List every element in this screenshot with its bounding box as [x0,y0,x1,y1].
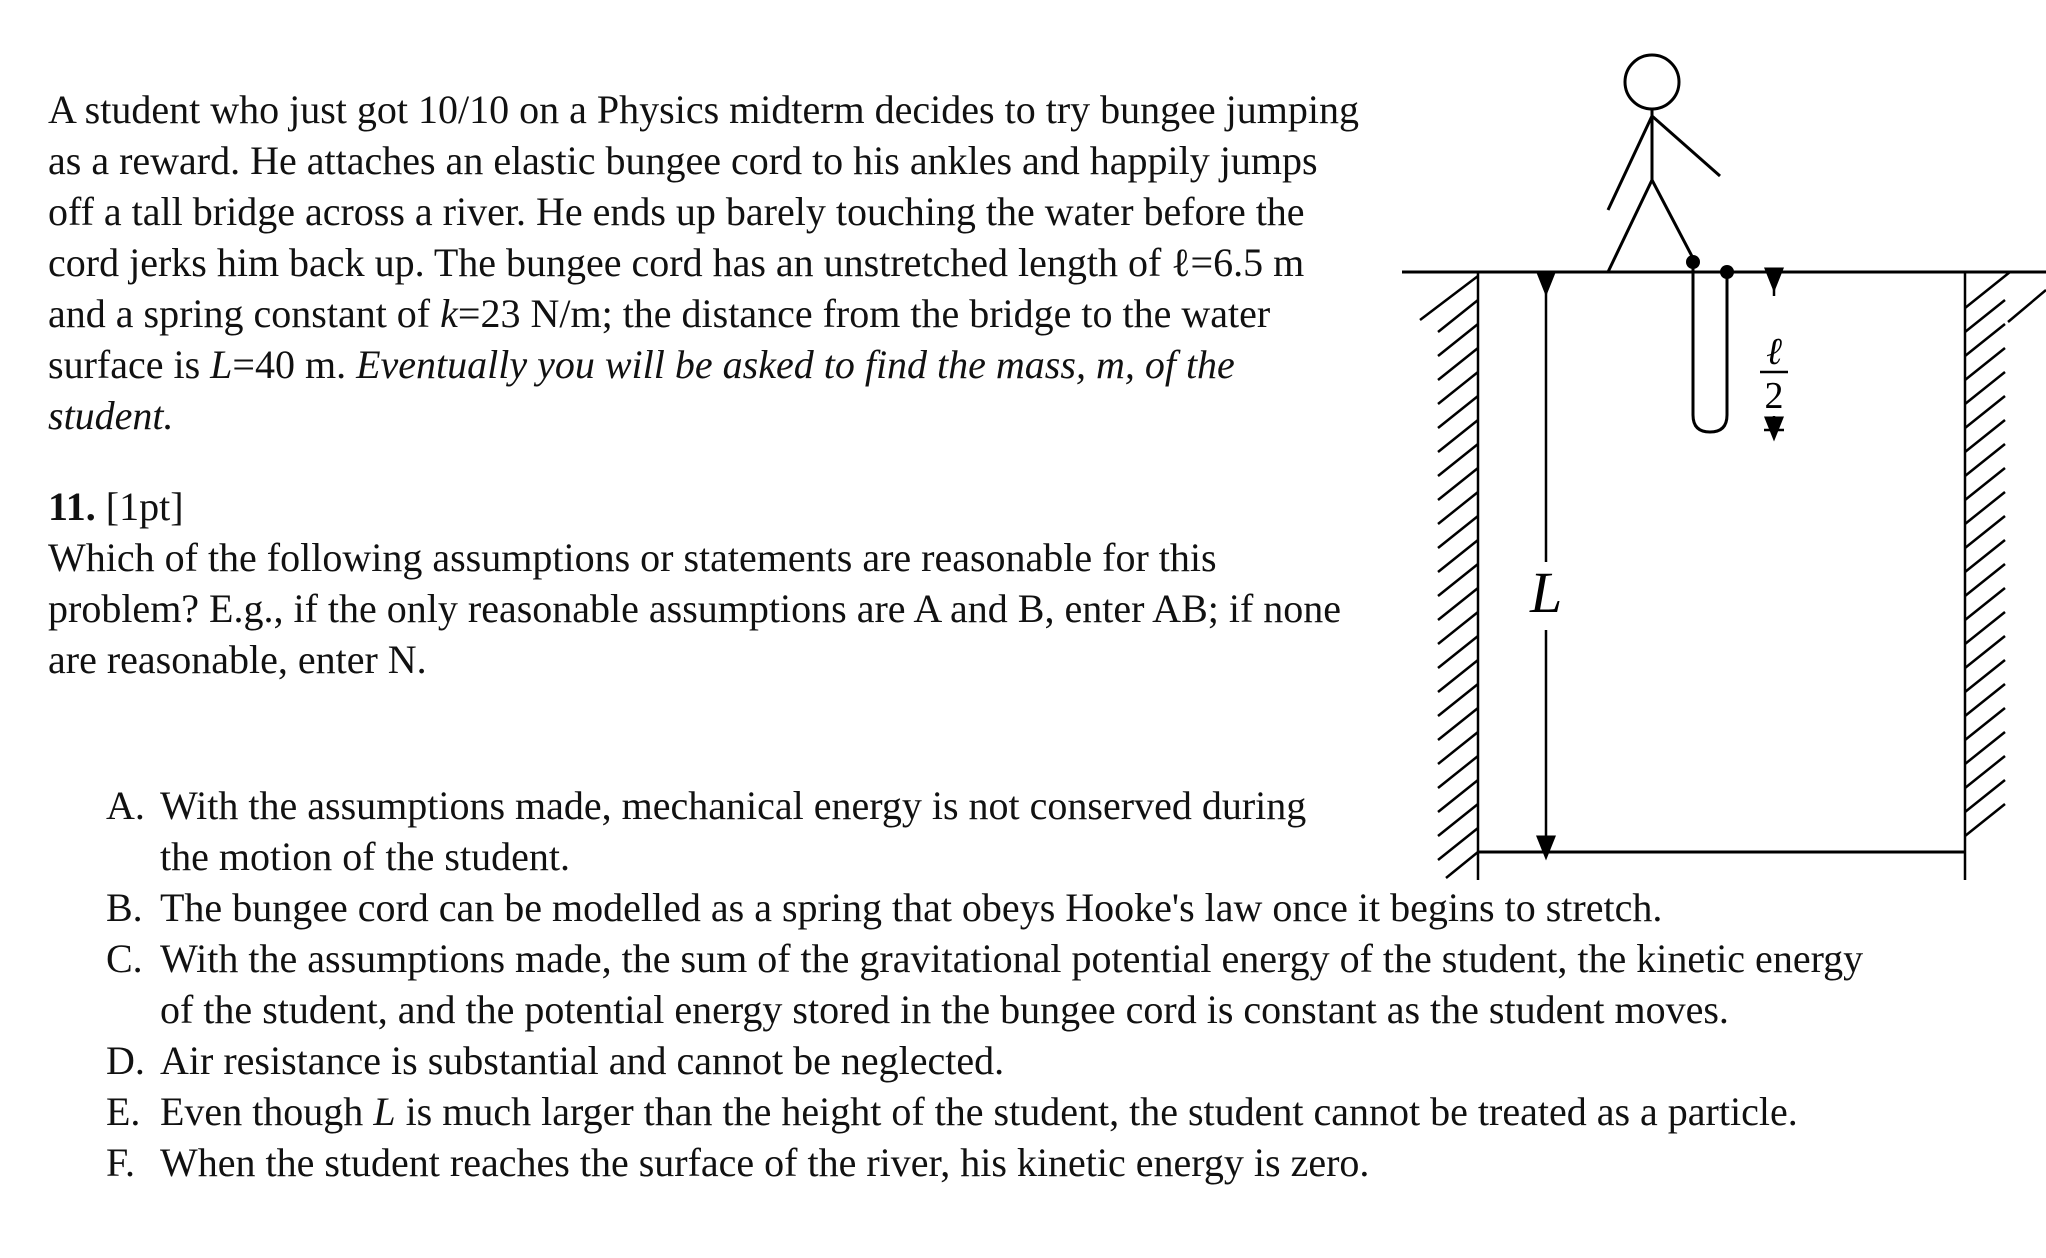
intro-text-3: =23 N/m; the distance from the bridge to the water surface is [48,291,1271,387]
k-symbol: k [440,291,458,336]
intro-text-2: =6.5 m and a spring constant of [48,240,1305,336]
option-text: When the student reaches the surface of the river, his kinetic energy is zero. [160,1140,1370,1185]
option-letter: D. [106,1038,145,1083]
question-points: [1pt] [105,484,184,529]
option-c-line1: With the assumptions made, the sum of the gravitational potential energy of the student, the kinetic energy [160,936,1864,981]
option-d [106,1035,2046,1086]
intro-text-1: A student who just got 10/10 on a Physics midterm decides to try bungee jumping as a reward. He attaches an elastic bungee cord to his ankles and happily jumps off a tall bridge across a river. He ends up barely touching the water before the cord jerks him back up. The bungee cord has an unstretched length of [48,87,1359,285]
option-text: The bungee cord can be modelled as a spring that obeys Hooke's law once it begins to stretch. [160,885,1663,930]
option-letter: A. [106,783,145,828]
bungee-cord [1686,255,1734,432]
option-letter: E. [106,1089,141,1134]
problem-statement [48,84,1368,441]
option-c [106,933,2046,1035]
intro-text-4: =40 m. [232,342,357,387]
option-text: Air resistance is substantial and cannot be neglected. [160,1038,1005,1083]
left-bank-hatch [1420,272,1478,880]
student-leg-right [1652,180,1695,262]
option-e-post: is much larger than the height of the student, the student cannot be treated as a particle. [395,1089,1798,1134]
option-e-pre: Even though [160,1089,374,1134]
student-figure [1608,55,1720,272]
option-text [160,1086,2046,1137]
student-head [1625,55,1679,109]
question-header [48,481,184,532]
question-text: Which of the following assumptions or statements are reasonable for this problem? E.g., if the only reasonable assumptions are A and B, enter AB; if none are reasonable, enter N. [48,535,1342,682]
option-e [106,1086,2046,1137]
question-number: 11. [48,484,96,529]
option-text [160,933,2046,1035]
intro-italic-tail: Eventually you will be asked to find the mass, m, of the student. [48,342,1235,438]
ell-symbol: ℓ [1171,240,1191,285]
option-letter: F. [106,1140,136,1185]
half-length-two: 2 [1764,375,1784,417]
right-bank-hatch [1965,272,2046,880]
option-letter: B. [106,885,143,930]
height-label: L [1530,560,1563,625]
option-e-L: L [373,1089,396,1134]
cord-attach-bridge [1720,265,1734,279]
L-symbol: L [210,342,233,387]
half-length-ell: ℓ [1766,331,1782,373]
option-c-line2: of the student, and the potential energy stored in the bungee cord is constant as the student moves. [160,987,1729,1032]
cord-attach-ankle [1686,255,1700,269]
option-text: With the assumptions made, mechanical energy is not conserved during the motion of the student. [160,783,1307,879]
bungee-diagram [1390,40,2046,890]
option-letter: C. [106,936,143,981]
option-f [106,1137,2046,1188]
student-arm-right [1652,116,1720,176]
